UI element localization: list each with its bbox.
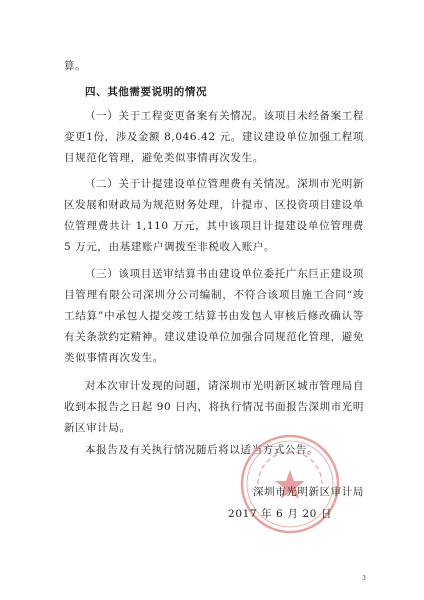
section-heading: 四、其他需要说明的情况 [85, 86, 208, 98]
paragraph-2: （二）关于计提建设单位管理费有关情况。深圳市光明新区发展和财政局为规范财务处理，计提市、区投资项目建设单位管理费共计 1,110 万元，其中该项目计提建设单位管理费 5 万元，由基建账户调拨至非税收入账户。 [64, 178, 364, 253]
page-number: 3 [362, 575, 366, 582]
signature-date: 2017 年 6 月 20 日 [228, 508, 332, 520]
paragraph-1: （一）关于工程变更备案有关情况。该项目未经备案工程变更1份，涉及金额 8,046.42 元。建议建设单位加强工程项目规范化管理，避免类似事情再次发生。 [64, 110, 364, 164]
paragraph-5: 本报告及有关执行情况随后将以适当方式公告。 [85, 444, 319, 456]
carryover-text: 算。 [64, 60, 87, 72]
signature-org: 深圳市光明新区审计局 [253, 486, 364, 498]
paragraph-3: （三）该项目送审结算书由建设单位委托广东巨正建设项目管理有限公司深圳分公司编制，不符合该项目施工合同“竣工结算”中承包人提交竣工结算书由发包人审核后修改确认等有关条款约定精神。建议建设单位加强合同规范化管理，避免类似事情再次发生。 [64, 268, 364, 364]
paragraph-4: 对本次审计发现的问题，请深圳市光明新区城市管理局自收到本报告之日起 90 日内，将执行情况书面报告深圳市光明新区审计局。 [64, 380, 364, 434]
